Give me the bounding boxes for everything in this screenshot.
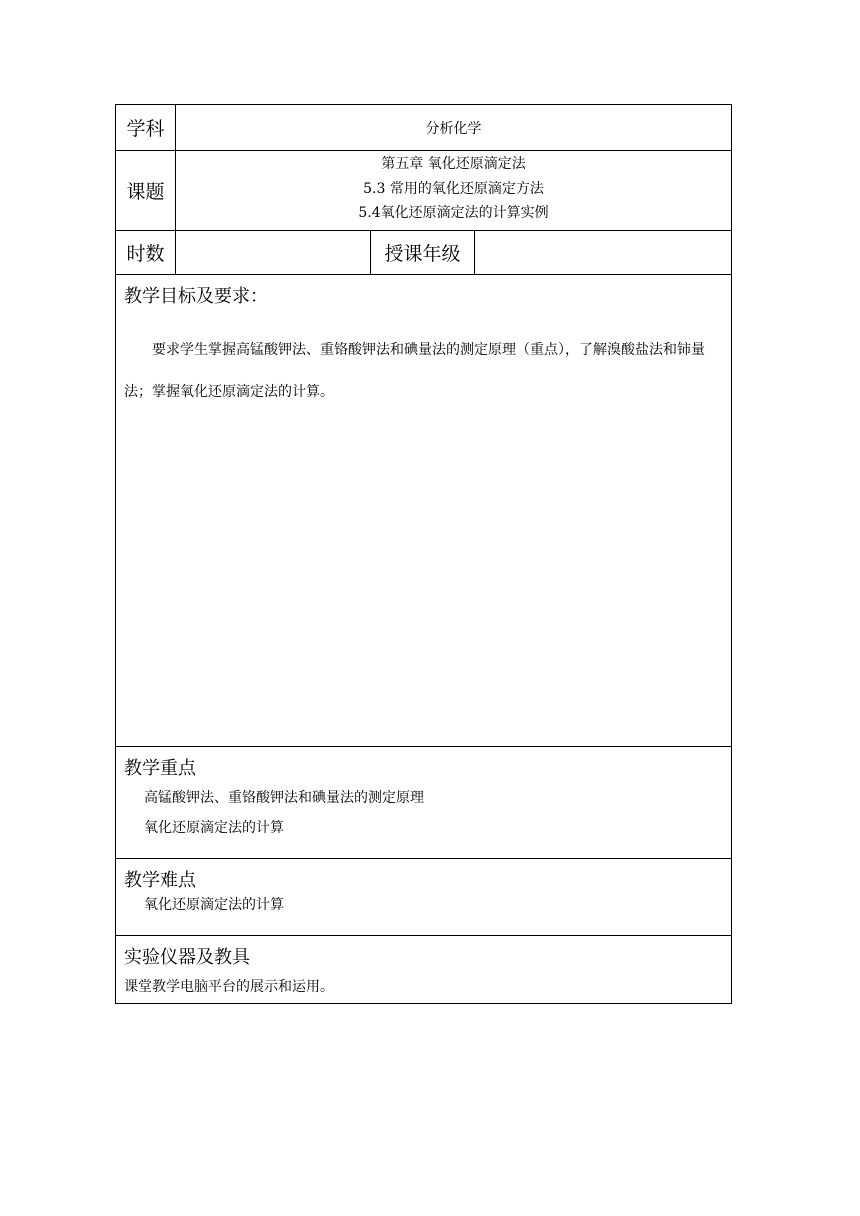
equipment-cell: [116, 936, 732, 1004]
key-points-title: 教学重点: [124, 758, 196, 779]
topic-section-1: 5.3 常用的氧化还原滴定方法: [363, 181, 544, 197]
difficult-point-item: 氧化还原滴定法的计算: [144, 897, 284, 913]
hours-value: [176, 231, 371, 275]
difficult-points-row: [116, 859, 732, 936]
topic-row: [116, 151, 732, 231]
objectives-row: [116, 275, 732, 747]
difficult-points-title: 教学难点: [124, 870, 196, 891]
grade-label: 授课年级: [371, 231, 475, 275]
subject-value: 分析化学: [176, 105, 732, 151]
key-points-row: [116, 747, 732, 859]
subject-row: [116, 105, 732, 151]
topic-section-2: 5.4氧化还原滴定法的计算实例: [358, 205, 549, 221]
objectives-title: 教学目标及要求：: [124, 286, 268, 307]
hours-grade-row: [116, 231, 732, 275]
objectives-text: 要求学生掌握高锰酸钾法、重铬酸钾法和碘量法的测定原理（重点），了解溴酸盐法和铈量法；掌握氧化还原滴定法的计算。: [124, 342, 705, 400]
key-points-cell: [116, 747, 732, 859]
topic-label: 课题: [116, 151, 176, 231]
subject-label: 学科: [116, 105, 176, 151]
objectives-cell: [116, 275, 732, 747]
key-point-item: 氧化还原滴定法的计算: [144, 820, 284, 836]
topic-chapter: 第五章 氧化还原滴定法: [381, 156, 526, 172]
equipment-title: 实验仪器及教具: [124, 947, 250, 968]
equipment-row: [116, 936, 732, 1004]
equipment-text: 课堂教学电脑平台的展示和运用。: [124, 979, 334, 995]
difficult-points-cell: [116, 859, 732, 936]
key-point-item: 高锰酸钾法、重铬酸钾法和碘量法的测定原理: [144, 790, 424, 806]
hours-label: 时数: [116, 231, 176, 275]
topic-value: [176, 151, 732, 231]
lesson-plan-table: [115, 104, 732, 1004]
grade-value: [475, 231, 732, 275]
